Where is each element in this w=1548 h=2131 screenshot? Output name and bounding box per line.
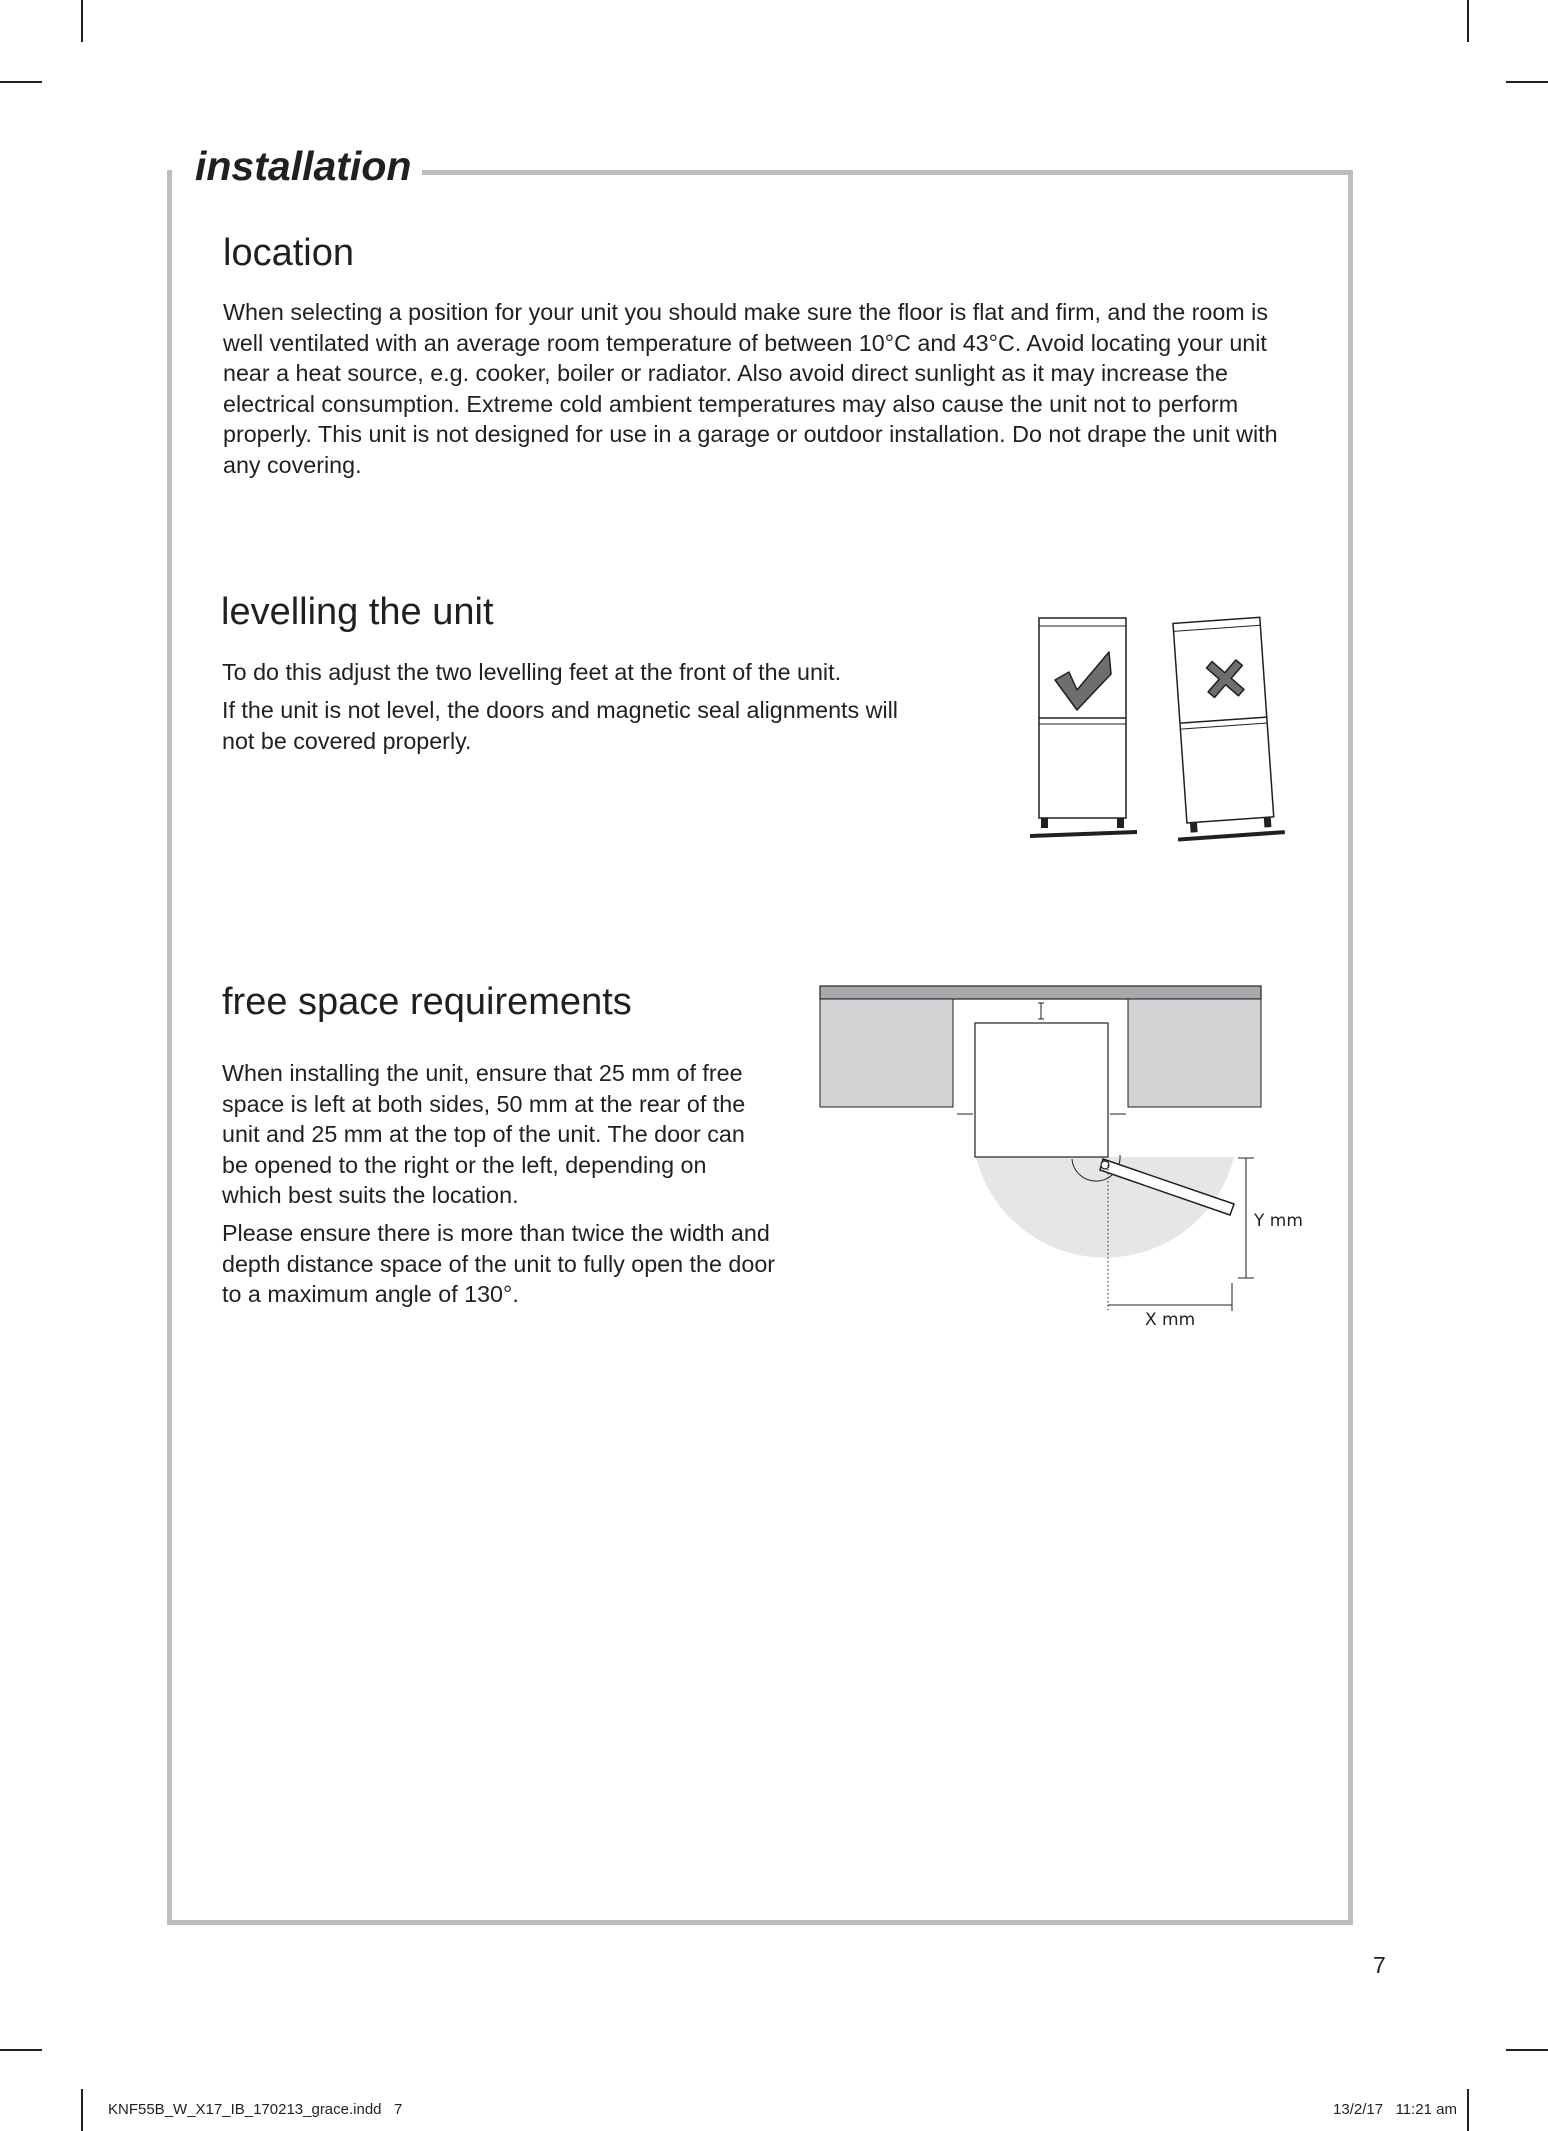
- crop-mark: [81, 0, 83, 42]
- free-space-diagram: [800, 975, 1320, 1335]
- levelling-paragraph-2: If the unit is not level, the doors and magnetic seal alignments will not be covered properly.: [222, 697, 898, 754]
- levelling-paragraph-1: To do this adjust the two levelling feet at the front of the unit.: [222, 659, 842, 685]
- levelling-illustration: [1025, 612, 1295, 847]
- crop-mark: [1467, 2089, 1469, 2131]
- crop-mark: [1506, 2049, 1548, 2051]
- x-dimension-label: X mm: [1145, 1310, 1196, 1330]
- free-space-paragraph-2: Please ensure there is more than twice the width and depth distance space of the unit to fully open the door to a maximum angle of 130°.: [222, 1220, 776, 1307]
- page-number: 7: [1373, 1952, 1386, 1978]
- slug-file-info: KNF55B_W_X17_IB_170213_grace.indd 7: [108, 2101, 403, 2118]
- unlevel-fridge: [1163, 617, 1285, 842]
- levelling-heading: levelling the unit: [221, 591, 494, 633]
- unit-outline: [975, 1023, 1108, 1157]
- crop-mark: [81, 2089, 83, 2131]
- right-cabinet: [1128, 999, 1261, 1107]
- y-dimension-label: Y mm: [1254, 1211, 1303, 1231]
- section-title: installation: [195, 143, 412, 189]
- wall: [820, 986, 1261, 999]
- left-cabinet: [820, 999, 953, 1107]
- slug-date: 13/2/17 11:21 am: [1333, 2101, 1457, 2118]
- location-heading: location: [223, 232, 354, 274]
- crop-mark: [1467, 0, 1469, 42]
- crop-mark: [1506, 81, 1548, 83]
- y-dimension: [1238, 1158, 1254, 1278]
- location-body: When selecting a position for your unit you should make sure the floor is flat and firm, and the room is well ventilated with an average room temperature of between 10°C and 43°C. Avoid locating your unit near a heat source, e.g. cooker, boiler or radiator. Also avoid direct sunlight as it may increase the electrical consumption. Extreme cold ambient temperatures may also cause the unit not to perform properly. This unit is not designed for use in a garage or outdoor installation. Do not drape the unit with any covering.: [223, 299, 1278, 478]
- free-space-paragraph-1: When installing the unit, ensure that 25 mm of free space is left at both sides, 50 mm at the rear of the unit and 25 mm at the top of the unit. The door can be opened to the right or the left, depending on which best suits the location.: [222, 1060, 746, 1208]
- level-fridge: [1030, 618, 1137, 838]
- crop-mark: [0, 2049, 42, 2051]
- crop-mark: [0, 81, 42, 83]
- free-space-heading: free space requirements: [222, 981, 632, 1023]
